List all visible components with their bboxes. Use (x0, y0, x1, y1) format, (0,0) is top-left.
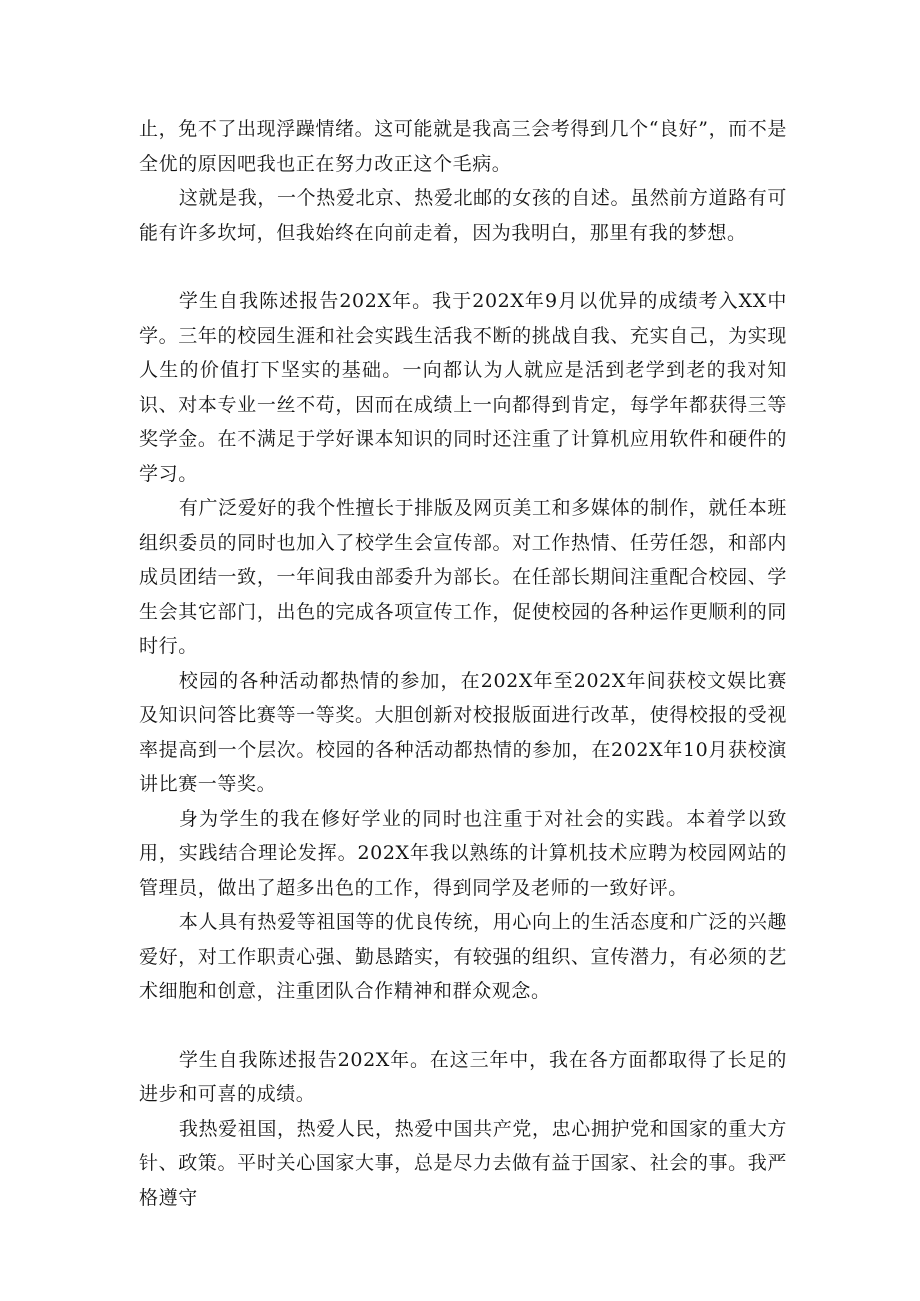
paragraph: 止，免不了出现浮躁情绪。这可能就是我高三会考得到几个“良好”，而不是全优的原因吧我也正在努力改正这个毛病。 (139, 118, 787, 175)
section-3 (139, 1043, 787, 1216)
section-2 (139, 284, 787, 1009)
paragraph: 学生自我陈述报告202X年。在这三年中，我在各方面都取得了长足的进步和可喜的成绩。 (139, 1048, 787, 1105)
paragraph: 这就是我，一个热爱北京、热爱北邮的女孩的自述。虽然前方道路有可能有许多坎坷，但我始终在向前走着，因为我明白，那里有我的梦想。 (139, 187, 787, 244)
section-spacer (139, 250, 787, 284)
paragraph: 本人具有热爱等祖国等的优良传统，用心向上的生活态度和广泛的兴趣爱好，对工作职责心强、勤恳踏实，有较强的组织、宣传潜力，有必须的艺术细胞和创意，注重团队合作精神和群众观念。 (139, 911, 787, 1002)
section-1 (139, 112, 787, 250)
document-body (139, 112, 787, 1215)
paragraph: 我热爱祖国，热爱人民，热爱中国共产党，忠心拥护党和国家的重大方针、政策。平时关心国家大事，总是尽力去做有益于国家、社会的事。我严格遵守 (139, 1117, 787, 1209)
paragraph: 校园的各种活动都热情的参加，在202X年至202X年间获校文娱比赛及知识问答比赛等一等奖。大胆创新对校报版面进行改革，使得校报的受视率提高到一个层次。校园的各种活动都热情的参加，在202X年10月获校演讲比赛一等奖。 (139, 669, 787, 795)
paragraph: 学生自我陈述报告202X年。我于202X年9月以优异的成绩考入XX中学。三年的校园生涯和社会实践生活我不断的挑战自我、充实自己，为实现人生的价值打下坚实的基础。一向都认为人就应是活到老学到老的我对知识、对本专业一丝不苟，因而在成绩上一向都得到肯定，每学年都获得三等奖学金。在不满足于学好课本知识的同时还注重了计算机应用软件和硬件的学习。 (139, 290, 787, 485)
paragraph: 有广泛爱好的我个性擅长于排版及网页美工和多媒体的制作，就任本班组织委员的同时也加入了校学生会宣传部。对工作热情、任劳任怨，和部内成员团结一致，一年间我由部委升为部长。在任部长期间注重配合校园、学生会其它部门，出色的完成各项宣传工作，促使校园的各种运作更顺利的同时行。 (139, 497, 787, 657)
paragraph: 身为学生的我在修好学业的同时也注重于对社会的实践。本着学以致用，实践结合理论发挥。202X年我以熟练的计算机技术应聘为校园网站的管理员，做出了超多出色的工作，得到同学及老师的一致好评。 (139, 807, 787, 899)
section-spacer (139, 1009, 787, 1043)
